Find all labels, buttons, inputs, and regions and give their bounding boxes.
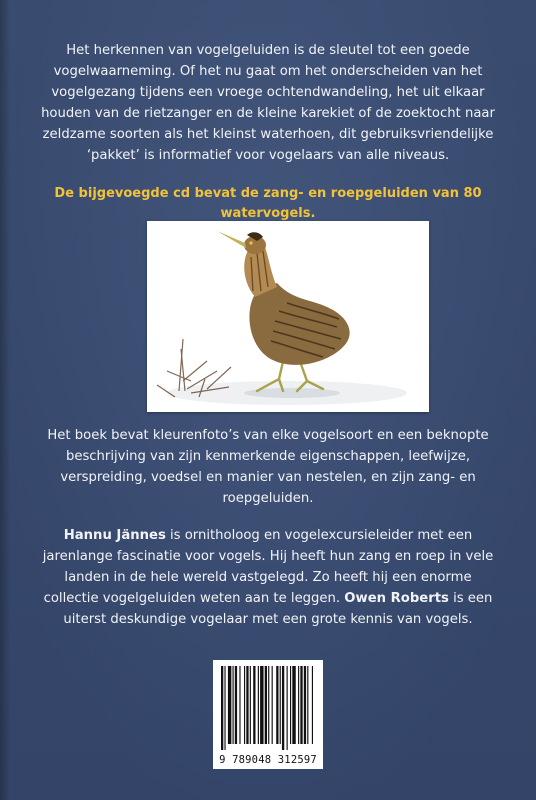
author-bio-hannu: is ornitholoog en vogelexcursieleider met een jarenlange fascinatie voor vogels. Hij heeft hun zang en roep in vele landen in de hele wereld vastgelegd. Zo heeft hij een enorme collectie vogelgeluiden weten aan te leggen.	[42, 528, 494, 606]
barcode-bar	[280, 666, 281, 744]
spine-shadow	[0, 0, 10, 800]
bittern-illustration	[147, 221, 429, 412]
cd-highlight-text: De bijgevoegde cd bevat de zang- en roepgeluiden van 80 watervogels.	[54, 186, 482, 221]
barcode-bar	[282, 666, 284, 750]
barcode-bar	[221, 666, 223, 750]
barcode-bar	[272, 666, 273, 744]
barcode-bar	[290, 666, 291, 744]
barcode-number: 9 789048 312597	[219, 754, 317, 766]
barcode-bar	[307, 666, 308, 744]
barcode-bar	[239, 666, 240, 744]
author-bio-owen: is een uiterst deskundige vogelaar met een grote kennis van vogels.	[63, 591, 493, 627]
barcode-bar	[258, 666, 259, 744]
bird-photo	[147, 221, 429, 412]
barcode-bar	[250, 666, 251, 744]
barcode-bar	[233, 666, 234, 744]
barcode-bar	[253, 666, 255, 744]
barcode-bar	[268, 666, 269, 744]
barcode-bars	[213, 660, 323, 754]
barcode-bar	[287, 666, 288, 750]
authors-paragraph	[40, 525, 496, 630]
barcode-bar	[300, 666, 302, 744]
barcode-bar	[260, 666, 263, 744]
barcode-bar	[235, 666, 237, 744]
barcode-bar	[292, 666, 295, 744]
barcode-bar	[265, 666, 267, 744]
barcode-bar	[304, 666, 306, 744]
intro-paragraph: Het herkennen van vogelgeluiden is de sleutel tot een goede vogelwaarneming. Of het nu gaat om het onderscheiden van het vogelgezang tijdens een vroege ochtendwandeling, het uit elkaar houden van de rietzanger en de kleine karekiet of de zoektocht naar zeldzame soorten als het kleinst waterhoen, dit gebruiksvriendelijke ‘pakket’ is informatief voor vogelaars van alle niveaus.	[41, 43, 495, 163]
barcode-bar	[246, 666, 248, 744]
author-name-hannu: Hannu Jännes	[63, 528, 166, 543]
barcode-bar	[228, 666, 231, 744]
barcode-bar	[244, 666, 245, 744]
author-name-owen: Owen Roberts	[344, 591, 449, 606]
isbn-barcode	[213, 660, 323, 769]
barcode-bar	[224, 666, 225, 750]
barcode-bar	[312, 666, 313, 744]
description-paragraph: Het boek bevat kleurenfoto’s van elke vogelsoort en een beknopte beschrijving van zijn kenmerkende eigenschappen, leefwijze, verspreiding, voedsel en manier van nestelen, en zijn zang- en roepgeluiden.	[47, 428, 489, 506]
barcode-bar	[276, 666, 278, 744]
barcode-bar	[298, 666, 299, 744]
